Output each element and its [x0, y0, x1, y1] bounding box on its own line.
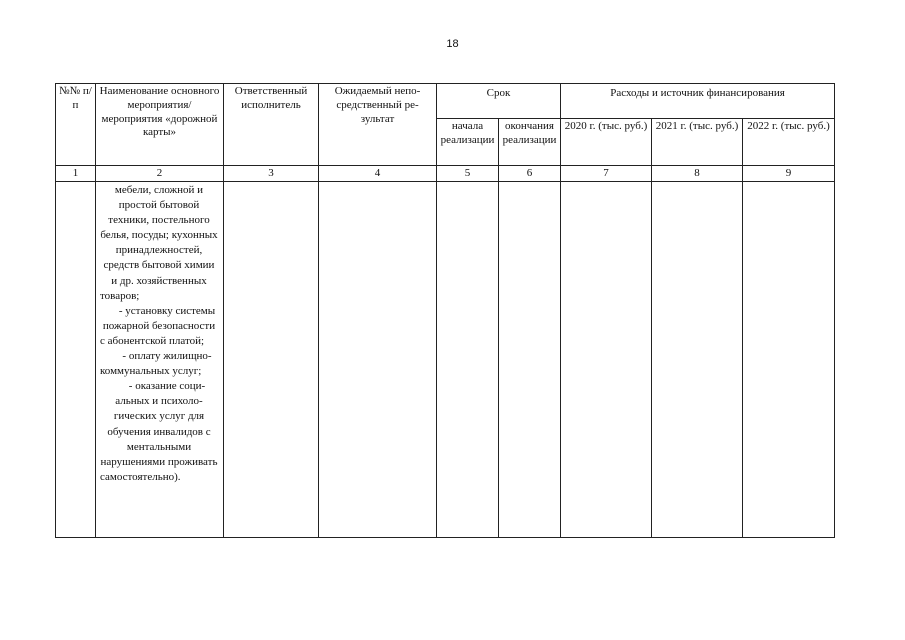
- header-result: Ожидаемый непосредственный результат: [319, 84, 437, 166]
- header-start: начала реализации: [437, 119, 499, 166]
- cell-2021: [652, 182, 743, 538]
- column-number: 9: [743, 166, 835, 182]
- description-paragraph: - установку системы пожарной безопасности с абонентской платой;: [100, 304, 216, 347]
- cell-description: [96, 182, 224, 538]
- description-paragraph: - оказание социальных и психологических услуг для обучения инвалидов с ментальными нарушениями проживать самостоятельно).: [100, 380, 218, 483]
- column-number: 7: [561, 166, 652, 182]
- cell-end: [499, 182, 561, 538]
- table-row: [56, 182, 835, 538]
- column-number: 8: [652, 166, 743, 182]
- header-executor: Ответственный исполнитель: [224, 84, 319, 166]
- description-paragraph: мебели, сложной и простой бытовой техники, постельного белья, посуды; кухонных принадлежностей, средств бытовой химии и др. хозяйственных товаров;: [100, 184, 218, 302]
- column-number-row: [56, 166, 835, 182]
- header-name: Наименование основного мероприятия/мероприятия «дорожной карты»: [96, 84, 224, 166]
- cell-result: [319, 182, 437, 538]
- column-number: 2: [96, 166, 224, 182]
- roadmap-table: [55, 83, 835, 538]
- cell-num: [56, 182, 96, 538]
- column-number: 1: [56, 166, 96, 182]
- column-number: 3: [224, 166, 319, 182]
- cell-start: [437, 182, 499, 538]
- header-finance: Расходы и источник финансирования: [561, 84, 835, 119]
- header-term: Срок: [437, 84, 561, 119]
- column-number: 4: [319, 166, 437, 182]
- header-2020: 2020 г. (тыс. руб.): [561, 119, 652, 166]
- cell-2022: [743, 182, 835, 538]
- header-2022: 2022 г. (тыс. руб.): [743, 119, 835, 166]
- header-num: №№ п/п: [56, 84, 96, 166]
- header-end: окончания реализации: [499, 119, 561, 166]
- page-number: 18: [446, 38, 459, 50]
- cell-executor: [224, 182, 319, 538]
- header-row-1: [56, 84, 835, 119]
- cell-2020: [561, 182, 652, 538]
- description-paragraph: - оплату жилищно-коммунальных услуг;: [100, 350, 212, 378]
- header-2021: 2021 г. (тыс. руб.): [652, 119, 743, 166]
- column-number: 5: [437, 166, 499, 182]
- column-number: 6: [499, 166, 561, 182]
